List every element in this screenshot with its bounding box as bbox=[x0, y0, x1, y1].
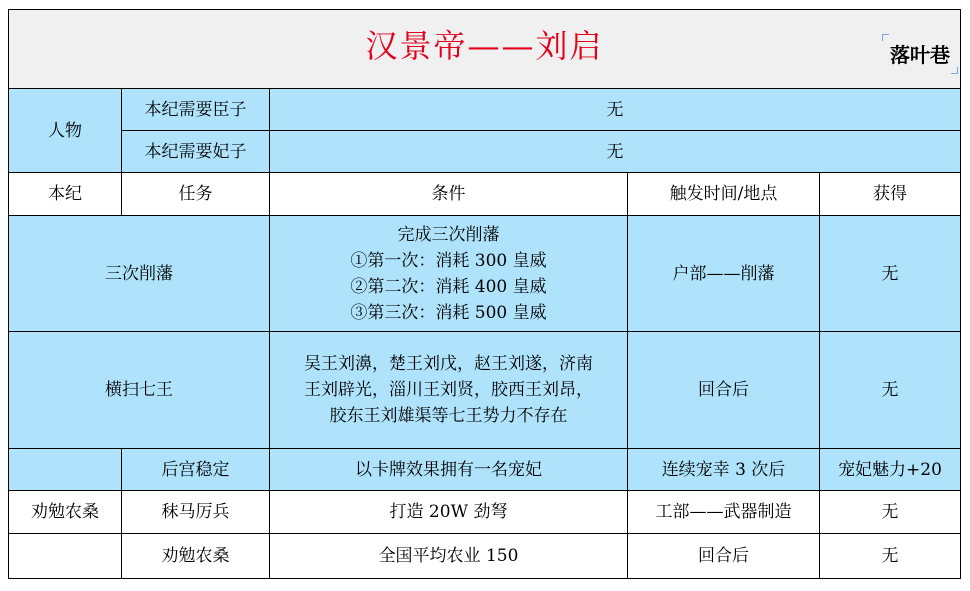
task-trigger: 回合后 bbox=[628, 332, 820, 449]
condition-line: ③第三次：消耗 500 皇威 bbox=[350, 302, 547, 323]
table-row bbox=[9, 534, 961, 579]
task-condition bbox=[270, 216, 628, 332]
group-label: 劝勉农桑 bbox=[9, 491, 122, 534]
emperor-task-table bbox=[8, 9, 961, 579]
table-row bbox=[9, 332, 961, 449]
characters-row-2 bbox=[9, 131, 961, 173]
header-trigger: 触发时间/地点 bbox=[628, 173, 820, 216]
condition-line: 王刘辟光，淄川王刘贤，胶西王刘昂， bbox=[304, 380, 593, 400]
task-condition: 以卡牌效果拥有一名宠妃 bbox=[270, 449, 628, 491]
task-trigger: 户部——削藩 bbox=[628, 216, 820, 332]
header-row bbox=[9, 173, 961, 216]
header-condition: 条件 bbox=[270, 173, 628, 216]
task-trigger: 工部——武器制造 bbox=[628, 491, 820, 534]
table-row bbox=[9, 491, 961, 534]
required-consort-value: 无 bbox=[270, 131, 961, 173]
table-row bbox=[9, 216, 961, 332]
required-consort-label: 本纪需要妃子 bbox=[122, 131, 270, 173]
task-condition: 全国平均农业 150 bbox=[270, 534, 628, 579]
task-reward: 无 bbox=[820, 216, 961, 332]
condition-line: 吴王刘濞，楚王刘戊，赵王刘遂，济南 bbox=[304, 354, 593, 374]
task-reward: 宠妃魅力+20 bbox=[820, 449, 961, 491]
condition-line: ②第二次：消耗 400 皇威 bbox=[350, 276, 547, 297]
characters-row-1 bbox=[9, 89, 961, 131]
group-spacer bbox=[9, 449, 122, 491]
group-spacer bbox=[9, 534, 122, 579]
task-trigger: 回合后 bbox=[628, 534, 820, 579]
condition-line: ①第一次：消耗 300 皇威 bbox=[350, 250, 547, 271]
required-minister-value: 无 bbox=[270, 89, 961, 131]
table-row bbox=[9, 449, 961, 491]
page-title: 汉景帝——刘启 bbox=[365, 27, 604, 65]
task-reward: 无 bbox=[820, 491, 961, 534]
watermark-label: 落叶巷 bbox=[884, 40, 956, 70]
task-reward: 无 bbox=[820, 332, 961, 449]
title-row bbox=[9, 10, 961, 89]
header-reward: 获得 bbox=[820, 173, 961, 216]
header-task: 任务 bbox=[122, 173, 270, 216]
task-condition bbox=[270, 332, 628, 449]
task-name: 横扫七王 bbox=[9, 332, 270, 449]
task-name: 三次削藩 bbox=[9, 216, 270, 332]
task-condition: 打造 20W 劲弩 bbox=[270, 491, 628, 534]
task-table-container bbox=[8, 9, 960, 583]
header-chronicle: 本纪 bbox=[9, 173, 122, 216]
task-name: 后宫稳定 bbox=[122, 449, 270, 491]
task-name: 劝勉农桑 bbox=[122, 534, 270, 579]
task-name: 秣马厉兵 bbox=[122, 491, 270, 534]
characters-label: 人物 bbox=[9, 89, 122, 173]
condition-line: 完成三次削藩 bbox=[397, 224, 500, 245]
task-reward: 无 bbox=[820, 534, 961, 579]
task-trigger: 连续宠幸 3 次后 bbox=[628, 449, 820, 491]
condition-line: 胶东王刘雄渠等七王势力不存在 bbox=[329, 406, 568, 426]
required-minister-label: 本纪需要臣子 bbox=[122, 89, 270, 131]
